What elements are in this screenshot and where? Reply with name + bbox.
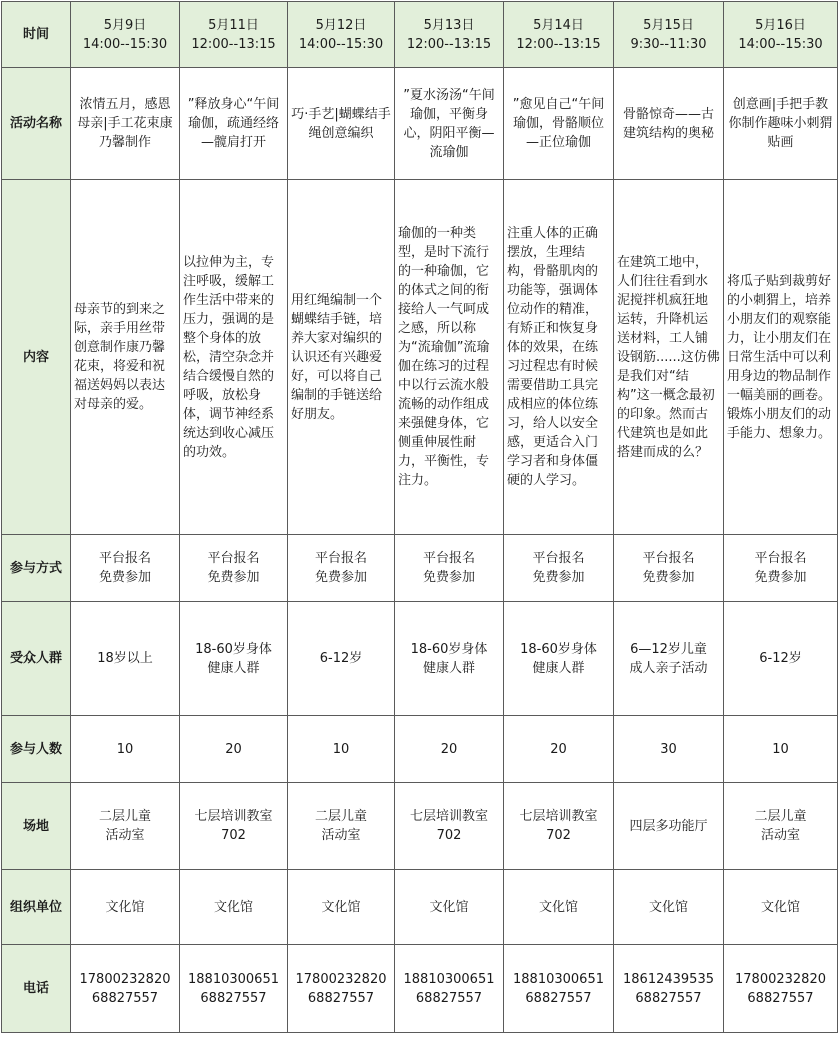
audience: 18-60岁身体 健康人群	[395, 602, 504, 716]
date-time-cell	[288, 2, 395, 68]
activity-name: 巧·手艺|蝴蝶结手绳创意编织	[288, 68, 395, 180]
activity-name-row	[2, 68, 838, 180]
date-time-cell	[504, 2, 614, 68]
participant-count: 20	[395, 716, 504, 783]
audience: 18-60岁身体 健康人群	[504, 602, 614, 716]
activity-content: 在建筑工地中，人们往往看到水泥搅拌机疯狂地运转，升降机运送材料，工人铺设钢筋......这仿佛是我们对“结构”这一概念最初的印象。然而古代建筑也是如此搭建而成的么？	[614, 180, 724, 535]
phone: 17800232820 68827557	[288, 945, 395, 1033]
participant-count: 20	[180, 716, 288, 783]
date: 5月14日	[533, 17, 584, 33]
participation-method: 平台报名 免费参加	[288, 535, 395, 602]
audience: 6—12岁儿童 成人亲子活动	[614, 602, 724, 716]
venue: 二层儿童 活动室	[288, 783, 395, 870]
date-time-cell	[614, 2, 724, 68]
activity-content: 将瓜子贴到裁剪好的小刺猬上，培养小朋友们的观察能力，让小朋友们在日常生活中可以利用身边的物品制作一幅美丽的画卷。锻炼小朋友们的动手能力、想象力。	[724, 180, 838, 535]
row-label-time: 时间	[2, 2, 71, 68]
date-time-cell	[71, 2, 180, 68]
participation-method: 平台报名 免费参加	[71, 535, 180, 602]
activity-content: 瑜伽的一种类型，是时下流行的一种瑜伽，它的体式之间的衔接给人一气呵成之感，所以称为“流瑜伽”流瑜伽在练习的过程中以行云流水般流畅的动作组成来强健身体，它侧重伸展性耐力，平衡性，专注力。	[395, 180, 504, 535]
participation-method: 平台报名 免费参加	[504, 535, 614, 602]
organizer: 文化馆	[614, 870, 724, 945]
audience: 18岁以上	[71, 602, 180, 716]
participant-count: 10	[71, 716, 180, 783]
time: 14:00--15:30	[298, 36, 384, 52]
activity-content: 用红绳编制一个蝴蝶结手链，培养大家对编织的认识还有兴趣爱好，可以将自己编制的手链送给好朋友。	[288, 180, 395, 535]
date: 5月16日	[755, 17, 806, 33]
activity-name: 创意画|手把手教你制作趣味小刺猬贴画	[724, 68, 838, 180]
time: 14:00--15:30	[82, 36, 168, 52]
date: 5月15日	[643, 17, 694, 33]
row-label-audience: 受众人群	[2, 602, 71, 716]
row-label-method: 参与方式	[2, 535, 71, 602]
content-row	[2, 180, 838, 535]
activity-name: ”愈见自己“午间瑜伽，骨骼顺位—正位瑜伽	[504, 68, 614, 180]
phone: 18810300651 68827557	[180, 945, 288, 1033]
schedule-table	[1, 1, 838, 1033]
time-row	[2, 2, 838, 68]
date: 5月12日	[315, 17, 367, 33]
time: 9:30--11:30	[630, 36, 707, 52]
venue: 二层儿童 活动室	[724, 783, 838, 870]
time: 12:00--13:15	[406, 36, 492, 52]
participation-method: 平台报名 免费参加	[724, 535, 838, 602]
org-row	[2, 870, 838, 945]
row-label-phone: 电话	[2, 945, 71, 1033]
date-time-cell	[724, 2, 838, 68]
participant-count: 10	[288, 716, 395, 783]
count-row	[2, 716, 838, 783]
venue: 七层培训教室 702	[504, 783, 614, 870]
row-label-content: 内容	[2, 180, 71, 535]
activity-content: 以拉伸为主，专注呼吸，缓解工作生活中带来的压力，强调的是整个身体的放松，清空杂念并结合缓慢自然的呼吸，放松身体，调节神经系统达到收心减压的功效。	[180, 180, 288, 535]
organizer: 文化馆	[395, 870, 504, 945]
audience: 18-60岁身体 健康人群	[180, 602, 288, 716]
activity-name: 骨骼惊奇——古建筑结构的奥秘	[614, 68, 724, 180]
date-time-cell	[395, 2, 504, 68]
venue: 七层培训教室 702	[395, 783, 504, 870]
participation-method: 平台报名 免费参加	[180, 535, 288, 602]
phone-row	[2, 945, 838, 1033]
audience: 6-12岁	[724, 602, 838, 716]
participant-count: 10	[724, 716, 838, 783]
date: 5月13日	[423, 17, 475, 33]
activity-name: ”夏水汤汤“午间瑜伽，平衡身心，阴阳平衡—流瑜伽	[395, 68, 504, 180]
date-time-cell	[180, 2, 288, 68]
phone: 17800232820 68827557	[71, 945, 180, 1033]
organizer: 文化馆	[180, 870, 288, 945]
venue: 七层培训教室 702	[180, 783, 288, 870]
activity-name: 浓情五月，感恩母亲|手工花束康乃馨制作	[71, 68, 180, 180]
venue: 二层儿童 活动室	[71, 783, 180, 870]
venue-row	[2, 783, 838, 870]
audience: 6-12岁	[288, 602, 395, 716]
audience-row	[2, 602, 838, 716]
participation-method: 平台报名 免费参加	[614, 535, 724, 602]
phone: 17800232820 68827557	[724, 945, 838, 1033]
venue: 四层多功能厅	[614, 783, 724, 870]
activity-name: ”释放身心“午间瑜伽，疏通经络—髋肩打开	[180, 68, 288, 180]
participant-count: 30	[614, 716, 724, 783]
phone: 18810300651 68827557	[504, 945, 614, 1033]
participation-method: 平台报名 免费参加	[395, 535, 504, 602]
method-row	[2, 535, 838, 602]
date: 5月11日	[208, 17, 259, 33]
row-label-count: 参与人数	[2, 716, 71, 783]
activity-content: 注重人体的正确摆放，生理结构，骨骼肌肉的功能等，强调体位动作的精准，有矫正和恢复身体的效果，在练习过程忠有时候需要借助工具完成相应的体位练习，给人以安全感，更适合入门学习者和身体僵硬的人学习。	[504, 180, 614, 535]
organizer: 文化馆	[288, 870, 395, 945]
time: 12:00--13:15	[516, 36, 601, 52]
activity-content: 母亲节的到来之际，亲手用丝带创意制作康乃馨花束，将爱和祝福送妈妈以表达对母亲的爱。	[71, 180, 180, 535]
date: 5月9日	[103, 17, 147, 33]
organizer: 文化馆	[504, 870, 614, 945]
participant-count: 20	[504, 716, 614, 783]
organizer: 文化馆	[724, 870, 838, 945]
time: 14:00--15:30	[738, 36, 823, 52]
row-label-org: 组织单位	[2, 870, 71, 945]
row-label-name: 活动名称	[2, 68, 71, 180]
phone: 18810300651 68827557	[395, 945, 504, 1033]
organizer: 文化馆	[71, 870, 180, 945]
phone: 18612439535 68827557	[614, 945, 724, 1033]
time: 12:00--13:15	[191, 36, 276, 52]
row-label-venue: 场地	[2, 783, 71, 870]
